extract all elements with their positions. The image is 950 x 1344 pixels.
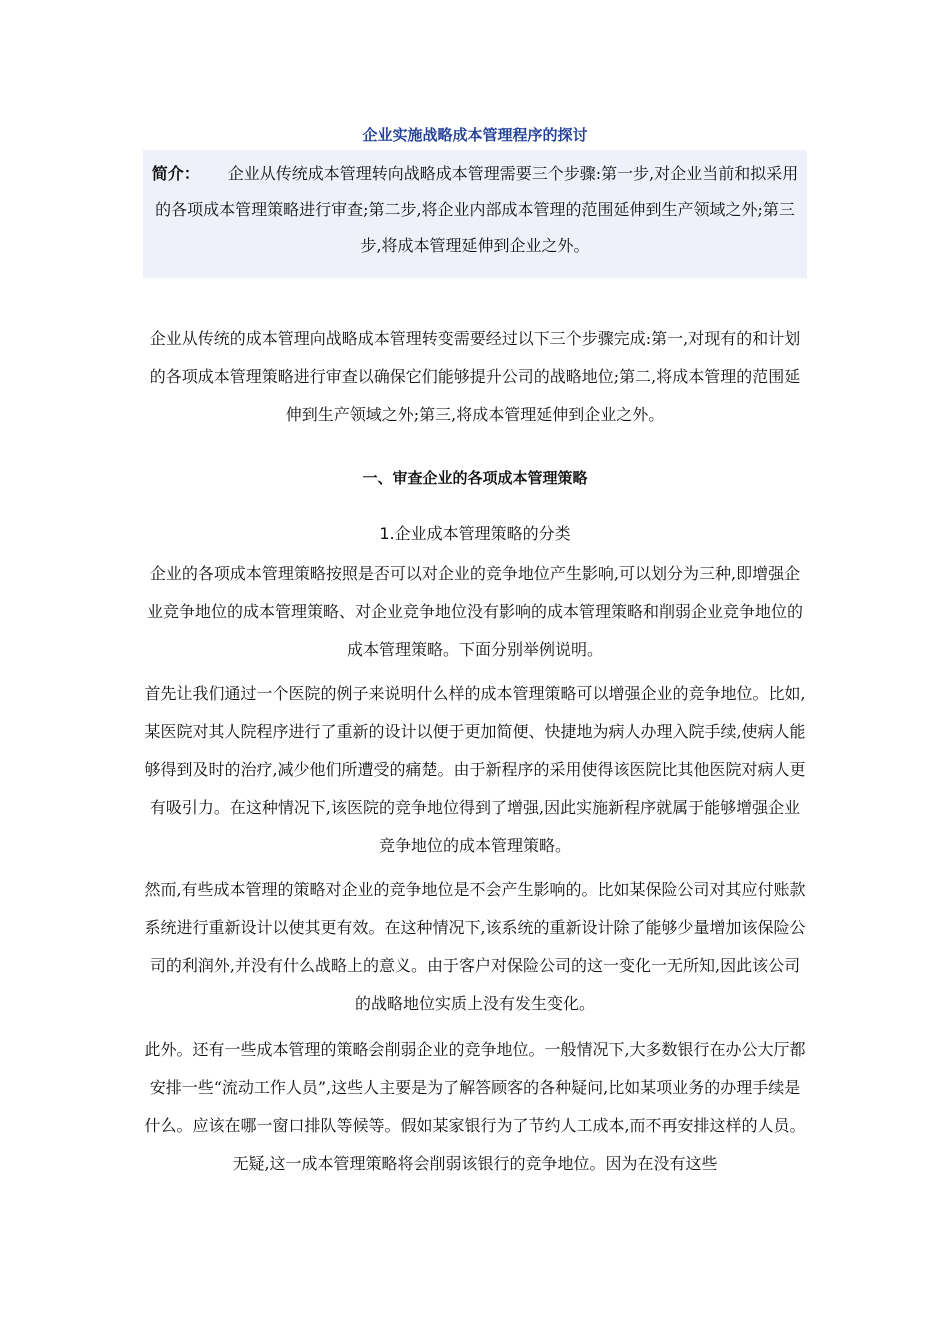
body-paragraph-3: 然而,有些成本管理的策略对企业的竞争地位是不会产生影响的。比如某保险公司对其应付账款系统进行重新设计以使其更有效。在这种情况下,该系统的重新设计除了能够少量增加该保险公司的利润外,并没有什么战略上的意义。由于客户对保险公司的这一变化一无所知,因此该公司的战略地位实质上没有发生变化。 [144, 880, 806, 1013]
body-paragraph-4: 此外。还有一些成本管理的策略会削弱企业的竞争地位。一般情况下,大多数银行在办公大厅都安排一些“流动工作人员”,这些人主要是为了解答顾客的各种疑问,比如某项业务的办理手续是什么。应该在哪一窗口排队等候等。假如某家银行为了节约人工成本,而不再安排这样的人员。无疑,这一成本管理策略将会削弱该银行的竞争地位。因为在没有这些 [144, 1040, 806, 1173]
summary-label: 简介： [151, 164, 200, 183]
body-paragraph-2: 首先让我们通过一个医院的例子来说明什么样的成本管理策略可以增强企业的竞争地位。比如,某医院对其人院程序进行了重新的设计以便于更加简便、快捷地为病人办理入院手续,使病人能够得到及时的治疗,减少他们所遭受的痛楚。由于新程序的采用使得该医院比其他医院对病人更有吸引力。在这种情况下,该医院的竞争地位得到了增强,因此实施新程序就属于能够增强企业竞争地位的成本管理策略。 [144, 684, 806, 855]
document-title: 企业实施战略成本管理程序的探讨 [362, 126, 588, 144]
section-heading: 一、审查企业的各项成本管理策略 [362, 469, 588, 487]
summary-box [143, 150, 807, 278]
subsection-heading: 1.企业成本管理策略的分类 [379, 524, 571, 543]
intro-paragraph: 企业从传统的成本管理向战略成本管理转变需要经过以下三个步骤完成:第一,对现有的和计划的各项成本管理策略进行审查以确保它们能够提升公司的战略地位;第二,将成本管理的范围延伸到生产领域之外;第三,将成本管理延伸到企业之外。 [149, 329, 801, 424]
summary-text: 企业从传统成本管理转向战略成本管理需要三个步骤:第一步,对企业当前和拟采用的各项成本管理策略进行审查;第二步,将企业内部成本管理的范围延伸到生产领域之外;第三步,将成本管理延伸到企业之外。 [155, 164, 799, 255]
body-paragraph-1: 企业的各项成本管理策略按照是否可以对企业的竞争地位产生影响,可以划分为三种,即增强企业竞争地位的成本管理策略、对企业竞争地位没有影响的成本管理策略和削弱企业竞争地位的成本管理策略。下面分别举例说明。 [146, 564, 803, 659]
